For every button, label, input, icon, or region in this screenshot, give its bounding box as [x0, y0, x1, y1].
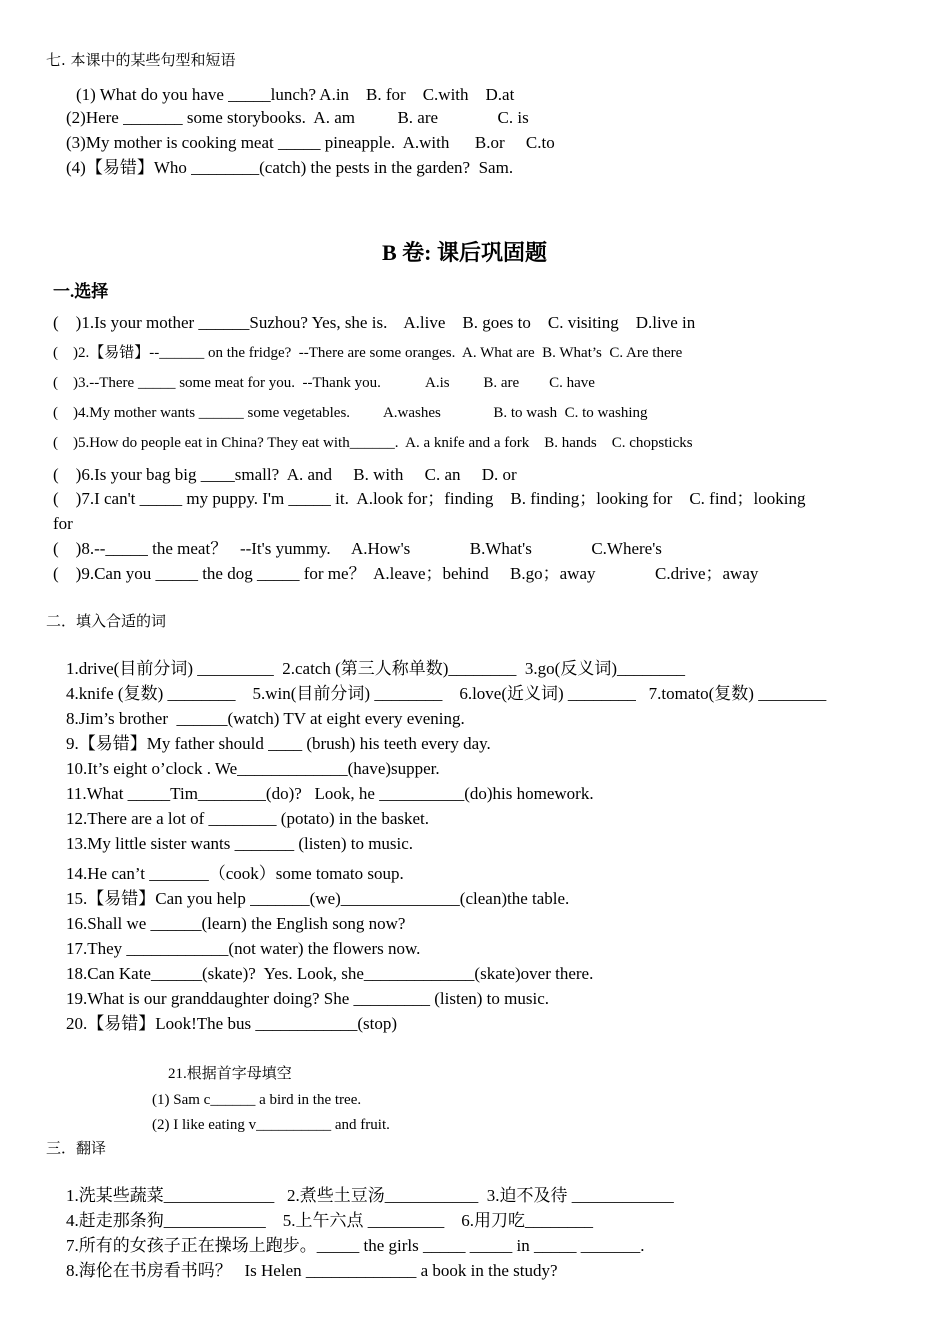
q21-heading: 21.根据首字母填空 — [168, 1066, 292, 1082]
fill-question: 1.drive(目前分词) _________ 2.catch (第三人称单数)________ 3.go(反义词)________ — [66, 659, 686, 678]
fill-question: 4.knife (复数) ________ 5.win(目前分词) ________ 6.love(近义词) ________ 7.tomato(复数) ________ — [66, 684, 827, 703]
choice-question: ( )7.I can't _____ my puppy. I'm _____ it. A.look for；finding B. finding；looking for C. find；looking — [53, 489, 806, 508]
choice-question: ( )1.Is your mother ______Suzhou? Yes, she is. A.live B. goes to C. visiting D.live in — [53, 313, 696, 332]
part-b-title: B 卷: 课后巩固题 — [382, 240, 548, 265]
translate-heading: 三．翻译 — [46, 1139, 107, 1157]
fill-question: 14.He can’t _______（cook）some tomato soup. — [66, 864, 404, 883]
section-seven-line: (2)Here _______ some storybooks. A. am B. are C. is — [66, 108, 529, 127]
choice-question: ( )4.My mother wants ______ some vegetables. A.washes B. to wash C. to washing — [53, 405, 648, 421]
section-seven-heading: 七. 本课中的某些句型和短语 — [46, 51, 236, 69]
fill-question: 18.Can Kate______(skate)? Yes. Look, she_____________(skate)over there. — [66, 964, 594, 983]
choice-question: ( )3.--There _____ some meat for you. --Thank you. A.is B. are C. have — [53, 375, 595, 391]
section-seven-line: (1) What do you have _____lunch? A.in B. for C.with D.at — [76, 85, 515, 104]
choice-question: ( )5.How do people eat in China? They eat with______. A. a knife and a fork B. hands C. chopsticks — [53, 435, 693, 451]
choice-question: ( )8.--_____ the meat？ --It's yummy. A.How's B.What's C.Where's — [53, 539, 662, 558]
fill-question: 13.My little sister wants _______ (listen) to music. — [66, 834, 414, 853]
translate-question: 7.所有的女孩子正在操场上跑步。_____ the girls _____ _____ in _____ _______. — [66, 1236, 645, 1255]
translate-question: 4.赶走那条狗____________ 5.上午六点 _________ 6.用刀吃________ — [66, 1211, 593, 1230]
fill-question: 8.Jim’s brother ______(watch) TV at eight every evening. — [66, 709, 465, 728]
fill-heading: 二．填入合适的词 — [46, 612, 167, 630]
fill-question: 20.【易错】Look!The bus ____________(stop) — [66, 1014, 398, 1033]
fill-question: 15.【易错】Can you help _______(we)______________(clean)the table. — [66, 889, 570, 908]
translate-question: 1.洗某些蔬菜_____________ 2.煮些土豆汤___________ 3.迫不及待 ____________ — [66, 1186, 674, 1205]
fill-question: 17.They ____________(not water) the flowers now. — [66, 939, 421, 958]
choice-heading: 一.选择 — [53, 282, 109, 301]
section-seven-line: (4)【易错】Who ________(catch) the pests in the garden? Sam. — [66, 158, 514, 177]
fill-question: 16.Shall we ______(learn) the English song now? — [66, 914, 406, 933]
section-seven-line: (3)My mother is cooking meat _____ pineapple. A.with B.or C.to — [66, 133, 555, 152]
fill-question: 10.It’s eight o’clock . We_____________(have)supper. — [66, 759, 440, 778]
fill-question: 12.There are a lot of ________ (potato) in the basket. — [66, 809, 430, 828]
q21-line: (2) I like eating v__________ and fruit. — [152, 1117, 390, 1133]
fill-question: 11.What _____Tim________(do)? Look, he __________(do)his homework. — [66, 784, 594, 803]
choice-question: ( )6.Is your bag big ____small? A. and B. with C. an D. or — [53, 465, 517, 484]
choice-question-continuation: for — [53, 514, 73, 533]
translate-question: 8.海伦在书房看书吗？ Is Helen _____________ a book in the study? — [66, 1261, 558, 1280]
q21-line: (1) Sam c______ a bird in the tree. — [152, 1092, 362, 1108]
fill-question: 19.What is our granddaughter doing? She _________ (listen) to music. — [66, 989, 549, 1008]
fill-question: 9.【易错】My father should ____ (brush) his teeth every day. — [66, 734, 491, 753]
choice-question: ( )9.Can you _____ the dog _____ for me？ A.leave；behind B.go；away C.drive；away — [53, 564, 759, 583]
choice-question: ( )2.【易错】--______ on the fridge? --There are some oranges. A. What are B. What’s C. Are there — [53, 345, 683, 361]
